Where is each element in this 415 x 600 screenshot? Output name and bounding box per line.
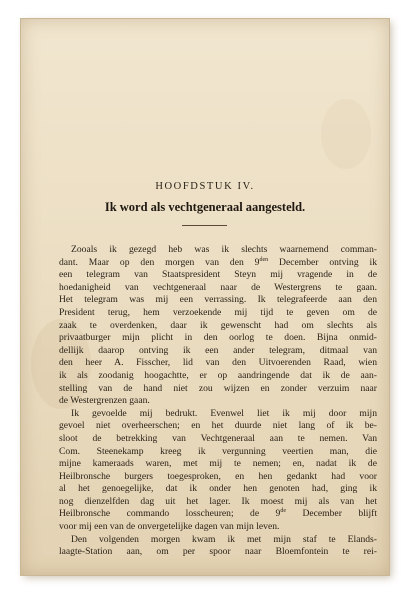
text-line: de Westergrenzen gaan. <box>59 395 150 407</box>
text-line: gevoel niet overheerschen; en het duurde niet lang of ik be- <box>59 420 377 432</box>
text-line: Den volgenden morgen kwam ik met mijn staf te Elands- <box>71 533 377 545</box>
body-text <box>59 244 377 559</box>
text-line: stelling van de hand niet zou wijzen en zonder verzuim naar <box>59 382 377 394</box>
text-line: Com. Steenekamp kreeg ik vergunning veertien man, die <box>59 445 377 457</box>
text-line: privaatburger mijn plicht in den oorlog te doen. Bijna onmid- <box>59 332 377 344</box>
text-line: den heer A. Fisscher, lid van den Uitvoerenden Raad, wien <box>59 357 377 369</box>
text-line: Zooals ik gezegd heb was ik slechts waarnemend comman- <box>71 244 377 255</box>
text-line: ik als zoodanig hoogachtte, er op aandringende dat ik de aan- <box>59 369 377 381</box>
text-line: laagte-Station aan, om per spoor naar Bloemfontein te rei- <box>59 546 377 558</box>
text-line: mijne kameraads waren, met mij te nemen; en, nadat ik de <box>59 458 377 470</box>
chapter-title: Ik word als vechtgeneraal aangesteld. <box>104 200 306 214</box>
book-page <box>20 18 390 576</box>
paper-stain <box>321 99 371 169</box>
text-line: nog dienzelfden dag uit het lager. Ik moest mij als van het <box>59 495 377 507</box>
text-line: al het genoegelijke, dat ik onder hen genoten had, ging ik <box>59 483 377 495</box>
text-line: President terug, hem verzoekende mij tijd te geven om de <box>59 306 377 318</box>
text-line: voor mij een van de onvergetelijke dagen van mijn leven. <box>59 521 280 533</box>
text-line: hoedanigheid van vechtgeneraal naar de Westergrens te gaan. <box>59 281 377 293</box>
text-line: een telegram van Staatspresident Steyn mij vragende in de <box>59 269 377 281</box>
text-line: Heilbronsche commando losscheuren; de 9de December blijft <box>59 508 377 520</box>
text-line: Het telegram was mij een verrassing. Ik telegrafeerde aan den <box>59 294 377 306</box>
text-line: sloot de betrekking van Vechtgeneraal aan te nemen. Van <box>59 432 377 444</box>
title-divider <box>182 225 227 226</box>
text-line: zaak te overdenken, daar ik gewenscht had om slechts als <box>59 319 377 331</box>
text-line: Ik gevoelde mij bedrukt. Evenwel liet ik mij door mijn <box>71 407 377 419</box>
chapter-heading: HOOFDSTUK IV. <box>155 181 255 192</box>
text-line: Heilbronsche burgers toegesproken, en hen gedankt had voor <box>59 470 377 482</box>
text-line: dant. Maar op den morgen van den $9^{den}$ December ontving ik <box>59 256 378 268</box>
text-line: dellijk daarop ontving ik een ander telegram, ditmaal van <box>59 344 377 356</box>
